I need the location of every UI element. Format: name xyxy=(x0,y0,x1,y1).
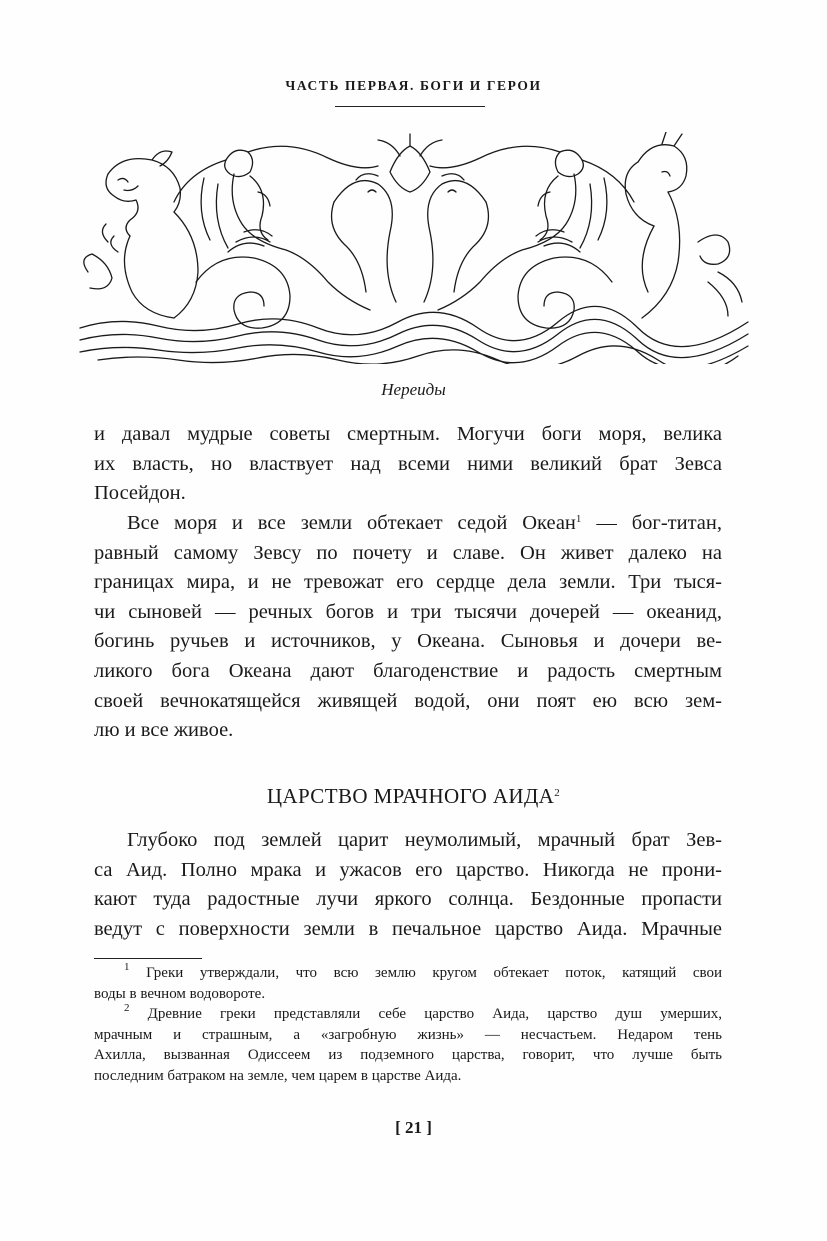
paragraph-line: лю и все живое. xyxy=(94,719,234,742)
footnote-1 xyxy=(94,963,722,984)
footnote-1-mark: 1 xyxy=(124,961,130,973)
paragraph-text: Все моря и все земли обтекает седой Океан xyxy=(127,512,576,534)
section-heading-text: ЦАРСТВО МРАЧНОГО АИДА xyxy=(266,784,555,808)
page-number: [ 21 ] xyxy=(395,1118,432,1137)
paragraph-line: равный самому Зевсу по почету и славе. Он живет далеко на xyxy=(94,541,722,564)
running-head-rule xyxy=(335,106,485,107)
footnote-line: Ахилла, вызванная Одиссеем из подземного царства, говорит, что лучше быть xyxy=(94,1047,722,1064)
paragraph-line: и давал мудрые советы смертным. Могучи боги моря, велика xyxy=(94,423,722,445)
footnote-ref-1: 1 xyxy=(575,513,582,525)
illustration-caption: Нереиды xyxy=(381,380,446,399)
paragraph-line: границах мира, и не тревожат его сердце дела земли. Три тыся- xyxy=(94,571,722,594)
footnote-line: последним батраком на земле, чем царем в царстве Аида. xyxy=(94,1067,462,1084)
paragraph-line: Посейдон. xyxy=(94,482,186,505)
running-head: ЧАСТЬ ПЕРВАЯ. БОГИ И ГЕРОИ xyxy=(285,78,542,93)
paragraph-line: своей вечнокатящейся живящей водой, они поят ею всю зем- xyxy=(94,689,722,712)
paragraph-line: кают туда радостные лучи яркого солнца. Бездонные пропасти xyxy=(94,888,722,911)
paragraph-1 xyxy=(94,420,722,509)
footnote-ref-2: 2 xyxy=(554,787,561,799)
footnote-2-mark: 2 xyxy=(124,1002,130,1015)
footnote-line: мрачным и страшным, а «загробную жизнь» — несчастьем. Недаром тень xyxy=(94,1026,722,1043)
paragraph-line: ликого бога Океана дают благоденствие и радость смертным xyxy=(94,659,722,682)
paragraph-line: их власть, но властвует над всеми ними великий брат Зевса xyxy=(94,452,722,475)
paragraph-line xyxy=(94,509,722,539)
footnote-line: воды в вечном водовороте. xyxy=(94,985,266,1002)
footnote-text: Древние греки представляли себе царство Аида, царство душ умерших, xyxy=(147,1006,722,1023)
footnote-rule xyxy=(94,958,202,959)
footnotes xyxy=(94,963,722,1087)
footnote-2 xyxy=(94,1004,722,1025)
paragraph-text: — бог-титан, xyxy=(581,512,723,534)
footnote-text: Греки утверждали, что всю землю кругом обтекает поток, катящий свои xyxy=(146,965,722,981)
section-heading xyxy=(0,784,827,809)
paragraph-line: ведут с поверхности земли в печальное царство Аида. Мрачные xyxy=(94,917,722,940)
paragraph-line: са Аид. Полно мрака и ужасов его царство. Никогда не прони- xyxy=(94,858,722,881)
paragraph-line: Глубоко под землей царит неумолимый, мрачный брат Зев- xyxy=(127,829,722,851)
paragraph-line: богинь ручьев и источников, у Океана. Сыновья и дочери ве- xyxy=(94,630,722,653)
paragraph-2 xyxy=(94,509,722,746)
nereids-engraving-icon xyxy=(78,132,750,364)
paragraph-3 xyxy=(94,826,722,944)
paragraph-line: чи сыновей — речных богов и три тысячи дочерей — океанид, xyxy=(94,600,722,623)
